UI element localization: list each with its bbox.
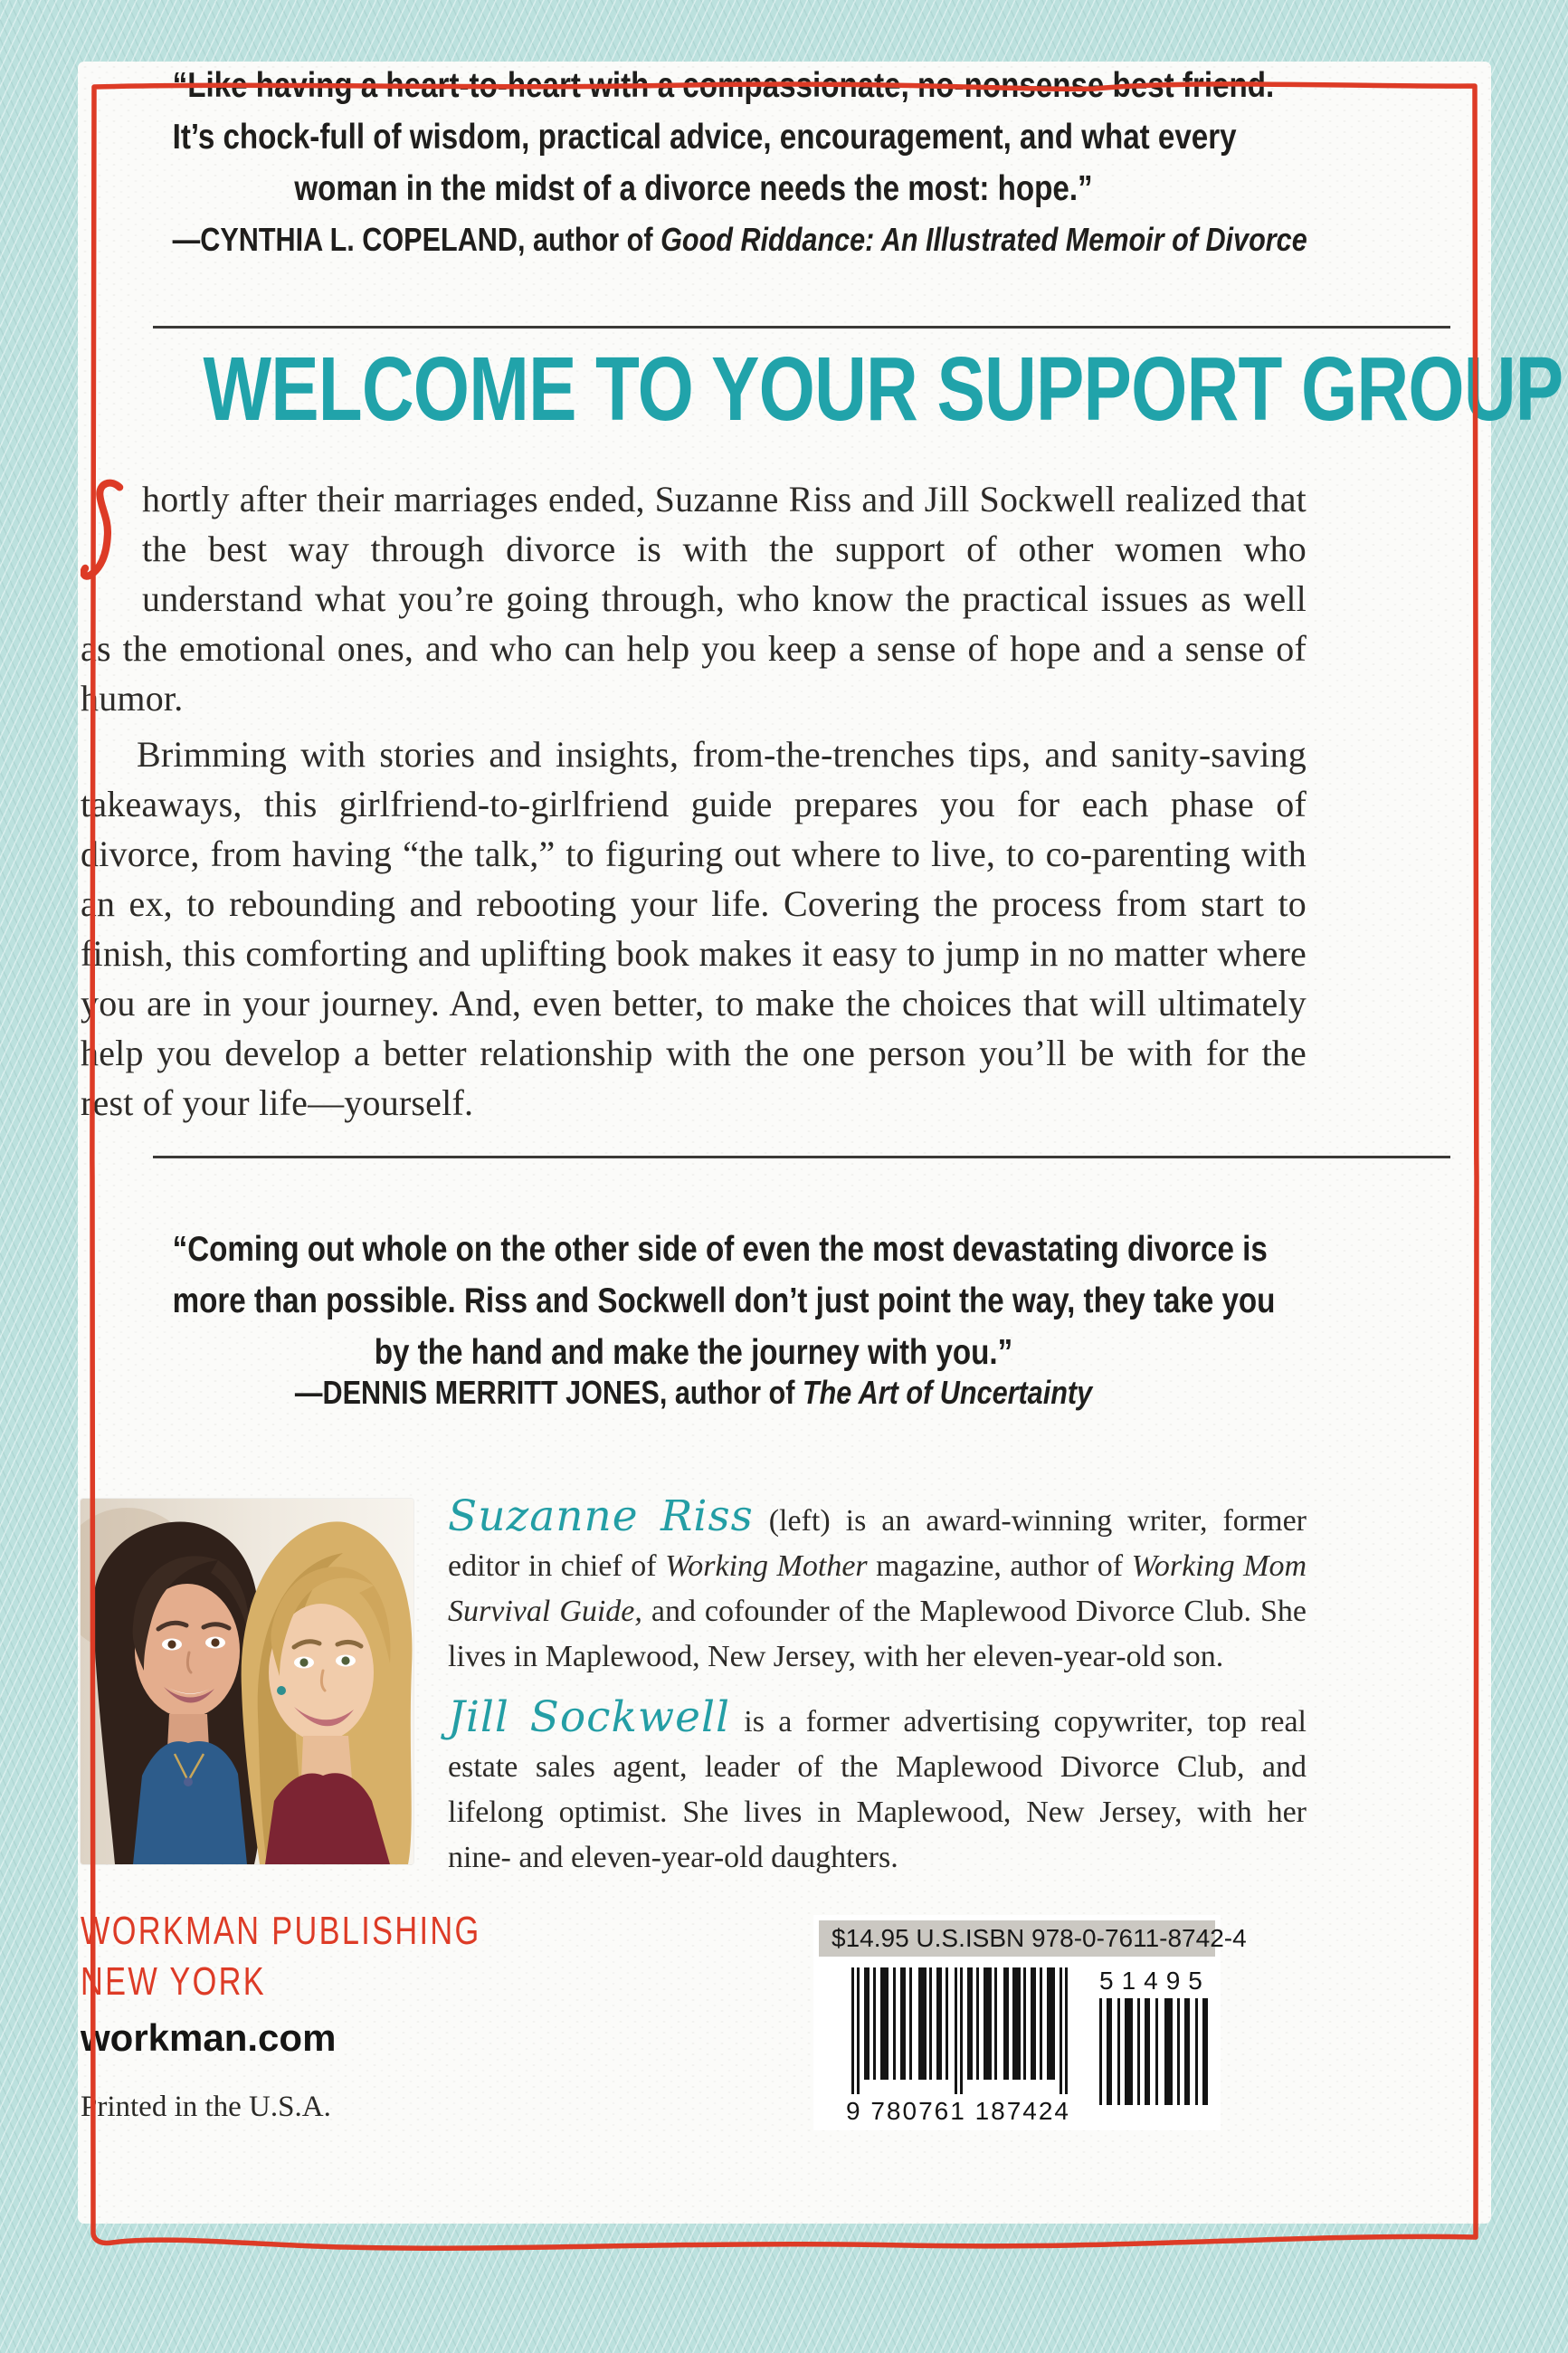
publisher-block <box>81 1906 594 2124</box>
ean-digits: 9 780761 187424 <box>846 2097 1070 2125</box>
authors-photo-illustration <box>81 1499 413 1864</box>
dropcap-s-icon <box>81 478 131 583</box>
review-quote-top <box>172 60 1275 214</box>
authors-section <box>81 1491 1307 1881</box>
barcode-panel <box>813 1915 1247 2130</box>
quote-line: It’s chock-full of wisdom, practical advice, encouragement, and what every <box>172 118 1237 157</box>
quote-line: “Coming out whole on the other side of even the most devastating divorce is <box>172 1230 1268 1269</box>
reviewer-attribution-top: —CYNTHIA L. COPELAND, author of Good Riddance: An Illustrated Memoir of Divorce <box>172 221 1307 258</box>
author-bios <box>448 1491 1307 1881</box>
body-paragraph-1 <box>81 474 1307 723</box>
publisher-name: WORKMAN PUBLISHING <box>81 1909 481 1953</box>
quote-line: “Like having a heart-to-heart with a compassionate, no-nonsense best friend. <box>172 66 1275 105</box>
price-isbn-bar <box>819 1920 1247 1957</box>
paragraph-text: hortly after their marriages ended, Suzanne Riss and Jill Sockwell realized that the best way through divorce is with the support of other women who understand what you’re going through, who know the practical issues as well as the emotional ones, and who can help you keep a sense of hope and a sense of humor. <box>81 479 1307 719</box>
body-paragraph-2: Brimming with stories and insights, from-the-trenches tips, and sanity-saving takeaways, this girlfriend-to-girlfriend guide prepares you for each phase of divorce, from having “the talk,” to figuring out where to live, to co-parenting with an ex, to rebounding and rebooting your life. Covering the process from start to finish, this comforting and uplifting book makes it easy to jump in no matter where you are in your journey. And, even better, to make the choices that will ultimately help you develop a better relationship with the one person you’ll be with for the rest of your life—yourself. <box>81 734 1307 1123</box>
addon-digits: 51495 <box>1099 1967 1211 1995</box>
author-bio-suzanne: Suzanne Riss (left) is an award-winning writer, former editor in chief of Working Mother magazine, author of Working Mom Survival Guide, and cofounder of the Maplewood Divorce Club. She lives in Maplewood, New Jersey, with her eleven-year-old son. <box>448 1491 1307 1673</box>
author-bio-jill: Jill Sockwell is a former advertising copywriter, top real estate sales agent, leader of the Maplewood Divorce Club, and lifelong optimist. She lives in Maplewood, New Jersey, with her nine- and eleven-year-old daughters. <box>448 1692 1307 1874</box>
price-label: $14.95 U.S. <box>832 1924 965 1952</box>
quote-line: woman in the midst of a divorce needs the most: hope.” <box>294 169 1093 208</box>
page-title: WELCOME TO YOUR SUPPORT GROUP <box>203 338 1563 440</box>
quote-line: more than possible. Riss and Sockwell don’t just point the way, they take you <box>172 1281 1276 1320</box>
dropcap-s-flourish <box>81 478 131 583</box>
authors-photo <box>81 1499 413 1864</box>
publisher-website: workman.com <box>81 2016 337 2059</box>
reviewer-attribution-bottom: —DENNIS MERRITT JONES, author of The Art of Uncertainty <box>294 1374 1093 1411</box>
section-divider <box>153 1156 1450 1158</box>
printed-note: Printed in the U.S.A. <box>81 2091 331 2123</box>
quote-line: by the hand and make the journey with you.” <box>374 1333 1013 1372</box>
publisher-city: NEW YORK <box>81 1959 266 2004</box>
addon-barcode <box>1098 1967 1213 2112</box>
section-divider <box>153 326 1450 329</box>
ean-barcode <box>846 1964 1076 2125</box>
isbn-label: ISBN 978-0-7611-8742-4 <box>965 1924 1247 1952</box>
review-quote-bottom <box>172 1224 1276 1378</box>
